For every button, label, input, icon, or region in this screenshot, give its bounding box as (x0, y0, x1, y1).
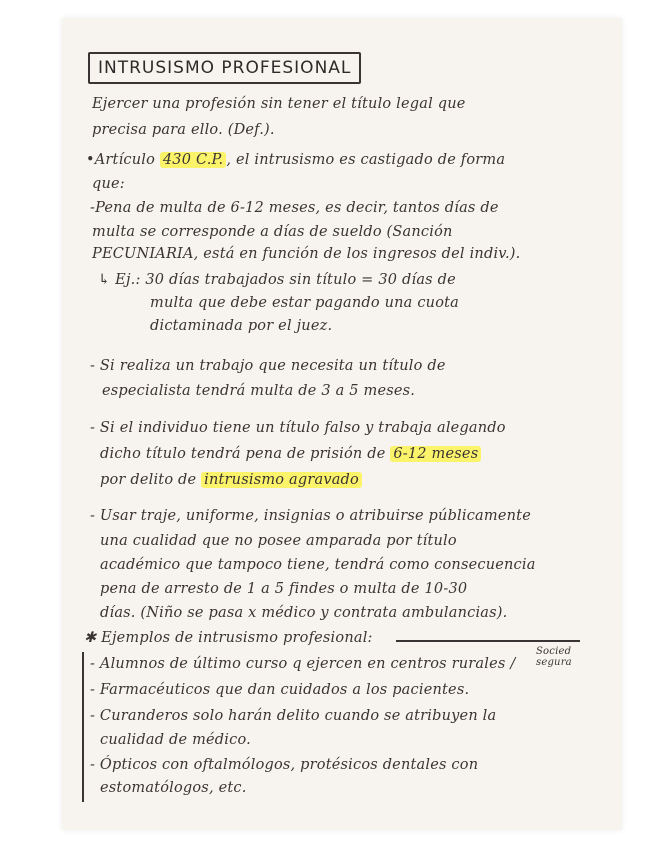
aggravated-intrusion-highlight: intrusismo agravado (201, 472, 362, 488)
uniform-line-4: pena de arresto de 1 a 5 findes o multa de 10-30 (100, 581, 468, 597)
side-note (536, 646, 572, 668)
definition-line-2: precisa para ello. (Def.). (92, 122, 275, 138)
specialist-line-1: - Si realiza un trabajo que necesita un título de (90, 358, 446, 374)
examples-header: ✱ Ejemplos de intrusismo profesional: (84, 630, 373, 646)
penalty-line-3: PECUNIARIA, está en función de los ingresos del indiv.). (92, 246, 521, 262)
article-code-highlight: 430 C.P. (160, 152, 227, 168)
definition-line-1: Ejercer una profesión sin tener el título legal que (92, 96, 466, 112)
article-line-2: que: (92, 176, 125, 192)
example-line-2: multa que debe estar pagando una cuota (150, 295, 459, 311)
article-rest: , el intrusismo es castigado de forma (226, 152, 506, 168)
false-title-line-1: - Si el individuo tiene un título falso y trabaja alegando (90, 420, 506, 436)
false-title-line-2 (100, 446, 481, 462)
examples-line-4: cualidad de médico. (100, 732, 251, 748)
article-line (86, 152, 505, 168)
page-title: INTRUSISMO PROFESIONAL (88, 52, 361, 84)
uniform-line-2: una cualidad que no posee amparada por título (100, 533, 457, 549)
examples-margin-bar (82, 652, 84, 802)
side-note-line-2: segura (536, 657, 572, 668)
uniform-line-3: académico que tampoco tiene, tendrá como consecuencia (100, 557, 536, 573)
false-title-line-2-text: dicho título tendrá pena de prisión de (100, 446, 386, 462)
side-note-line-1: Socied (536, 646, 572, 657)
specialist-line-2: especialista tendrá multa de 3 a 5 meses. (102, 383, 416, 399)
penalty-line-1: -Pena de multa de 6-12 meses, es decir, tantos días de (90, 200, 499, 216)
uniform-line-1: - Usar traje, uniforme, insignias o atribuirse públicamente (90, 508, 531, 524)
uniform-line-5: días. (Niño se pasa x médico y contrata ambulancias). (100, 605, 508, 621)
false-title-line-3 (100, 472, 362, 488)
false-title-line-3-text: por delito de (100, 472, 197, 488)
examples-line-3: - Curanderos solo harán delito cuando se atribuyen la (90, 708, 497, 724)
examples-line-5: - Ópticos con oftalmólogos, protésicos dentales con (90, 757, 479, 773)
examples-line-2: - Farmacéuticos que dan cuidados a los pacientes. (90, 682, 470, 698)
penalty-line-2: multa se corresponde a días de sueldo (Sanción (92, 224, 453, 240)
example-line-3: dictaminada por el juez. (150, 318, 333, 334)
article-prefix: •Artículo (86, 152, 156, 168)
examples-header-underline (396, 640, 580, 642)
examples-line-1: - Alumnos de último curso q ejercen en centros rurales / (90, 656, 516, 672)
examples-line-6: estomatólogos, etc. (100, 780, 247, 796)
prison-term-highlight: 6-12 meses (390, 446, 481, 462)
example-line-1: ↳ Ej.: 30 días trabajados sin título = 30 días de (98, 272, 456, 288)
